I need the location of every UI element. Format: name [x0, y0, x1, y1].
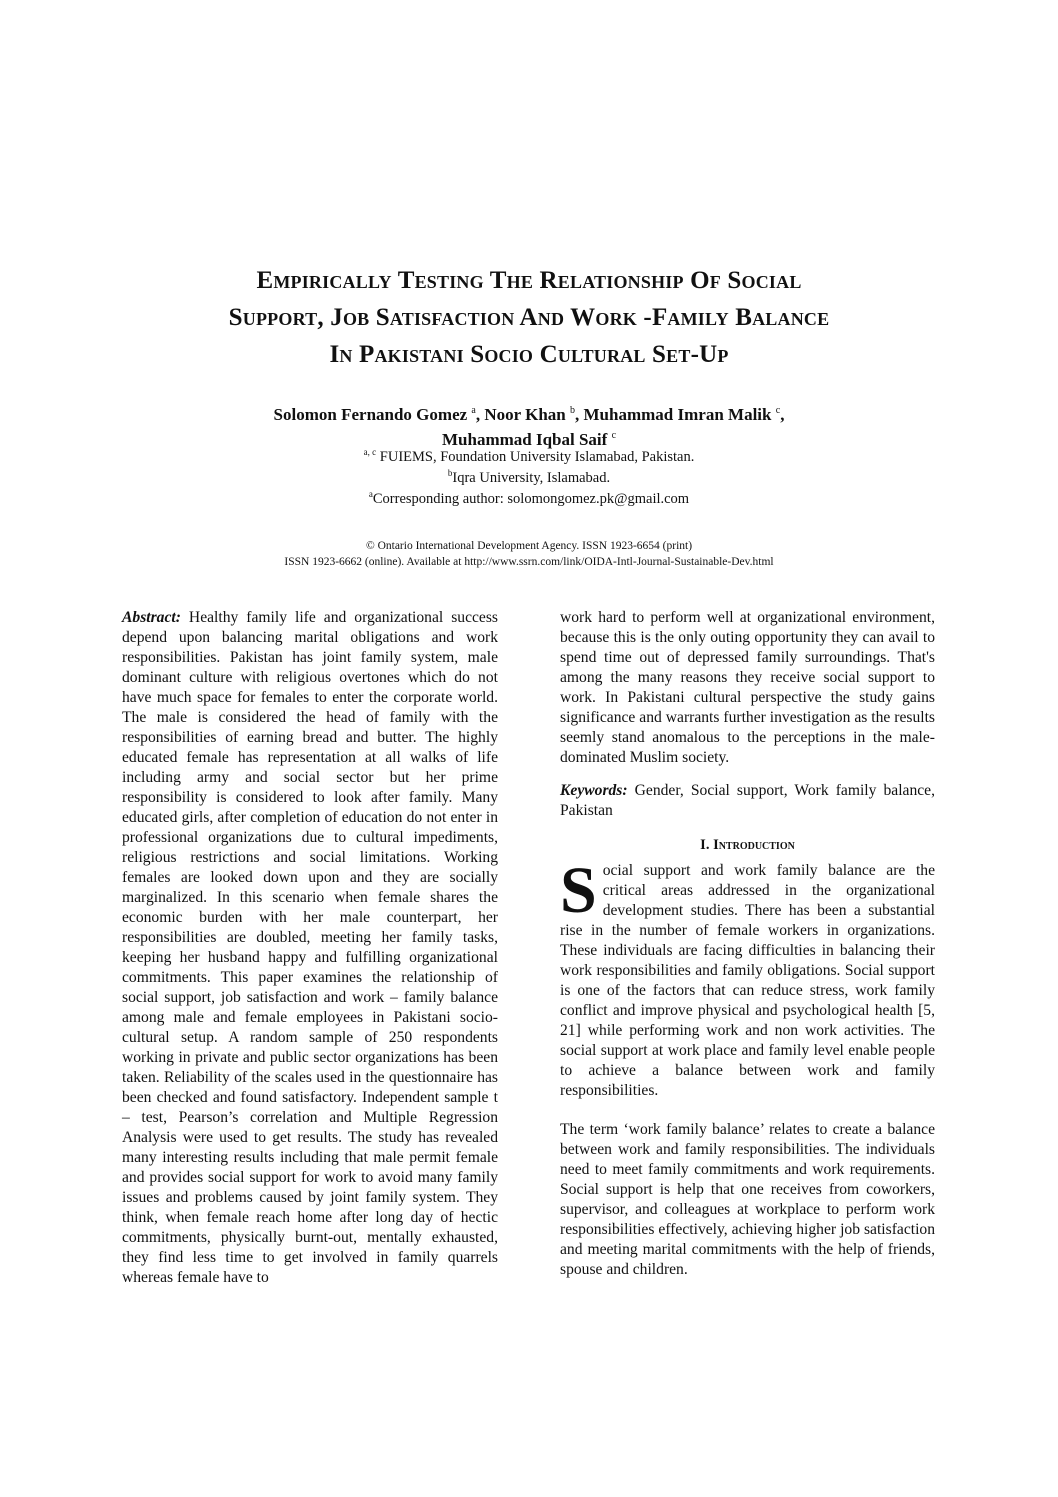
- affiliation-line: [0, 447, 1058, 468]
- title-line: Empirically Testing The Relationship Of Social: [256, 267, 802, 294]
- corresponding-author: [0, 489, 1058, 510]
- author-name: Solomon Fernando Gomez: [273, 405, 468, 424]
- affiliation-mark: b: [447, 468, 453, 478]
- abstract-continuation: work hard to perform well at organizational environment, because this is the only outing opportunity they can avail to spend time out of depressed family surroundings. That's among the many reasons they receive social support to work. In Pakistani cultural perspective the study gains significance and warrants further investigation as the results seemly stand anomalous to the perceptions in the male-dominated Muslim society.: [560, 609, 935, 766]
- title-line: Support, Job Satisfaction And Work -Family Balance: [228, 304, 830, 331]
- left-column: [122, 608, 498, 1288]
- section-heading-introduction: I. Introduction: [700, 837, 795, 853]
- author-name: Muhammad Iqbal Saif: [441, 430, 608, 449]
- author-affiliation-mark: a: [471, 405, 476, 416]
- copyright-notice: [0, 538, 1058, 570]
- author-affiliation-mark: b: [570, 405, 576, 416]
- affiliation-text: FUIEMS, Foundation University Islamabad, Pakistan.: [379, 449, 695, 465]
- affiliations: [0, 447, 1058, 510]
- author-name: Muhammad Imran Malik: [583, 405, 772, 424]
- affiliation-text: Iqra University, Islamabad.: [452, 470, 611, 486]
- title-line: In Pakistani Socio Cultural Set-Up: [329, 341, 729, 368]
- keywords: [560, 781, 935, 821]
- author-affiliation-mark: c: [775, 405, 781, 416]
- abstract-label: Abstract:: [122, 609, 181, 626]
- drop-cap: S: [560, 854, 597, 927]
- abstract-text: Healthy family life and organizational success depend upon balancing marital obligations and work responsibilities. Pakistan has joint family system, male dominant culture with religious overtones which do not have much space for females to enter the corporate world. The male is considered the head of family with the responsibilities of earning bread and butter. The highly educated female has representation at all walks of life including army and social sector but her prime responsibility is considered to look after family. Many educated girls, after completion of education do not enter in professional organizations due to cultural impediments, religious restrictions and social limitations. Working females are looked down upon and they are socially marginalized. In this scenario when female shares the economic burden with her male counterpart, her responsibilities are doubled, meeting her family tasks, keeping her husband happy and fulfilling organizational commitments. This paper examines the relationship of social support, job satisfaction and work – family balance among male and female employees in Pakistani socio-cultural setup. A random sample of 250 respondents working in private and public sector organizations has been taken. Reliability of the scales used in the questionnaire has been checked and found satisfactory. Independent sample t – test, Pearson’s correlation and Multiple Regression Analysis were used to get results. The study has revealed many interesting results including that male permit female and provides social support for work to avoid many family issues and problems caused by joint family system. They think, when female reach home after long day of hectic commitments, physically burnt-out, mentally exhausted, they find less time to get involved in family quarrels whereas female have to: [122, 609, 498, 1286]
- author-separator: ,: [575, 405, 584, 424]
- author-separator: ,: [780, 405, 785, 424]
- paper-title: [0, 262, 1058, 373]
- abstract: [122, 608, 498, 1288]
- affiliation-mark: a: [368, 489, 373, 499]
- affiliation-mark: a, c: [363, 447, 377, 457]
- author-separator: ,: [475, 405, 485, 424]
- author-list: [0, 402, 1058, 452]
- copyright-line: ISSN 1923-6662 (online). Available at http://www.ssrn.com/link/OIDA-Intl-Journal-Sustainable-Dev.html: [284, 556, 774, 568]
- introduction-paragraph-1-text: ocial support and work family balance are the critical areas addressed in the organizational development studies. There has been a substantial rise in the number of female workers in organizations. These individuals are facing difficulties in balancing their work responsibilities and family obligations. Social support is one of the factors that can reduce stress, work family conflict and improve physical and psychological health [5, 21] while performing work and non work activities. The social support at work place and family level enable people to achieve a balance between work and family responsibilities.: [560, 862, 935, 1099]
- keywords-label: Keywords:: [560, 782, 628, 799]
- introduction-paragraph-1: [560, 854, 935, 1101]
- introduction-paragraph-2: The term ‘work family balance’ relates to create a balance between work and family responsibilities. The individuals need to meet family commitments and work requirements. Social support is help that one receives from coworkers, supervisor, and colleagues at workplace to perform work responsibilities effectively, achieving higher job satisfaction and meeting marital commitments with the help of friends, spouse and children.: [560, 1121, 935, 1278]
- affiliation-line: [0, 468, 1058, 489]
- author-affiliation-mark: c: [611, 430, 617, 441]
- copyright-line: © Ontario International Development Agency. ISSN 1923-6654 (print): [365, 540, 693, 552]
- right-column: [560, 608, 935, 1280]
- keywords-text: Gender, Social support, Work family balance, Pakistan: [560, 782, 935, 819]
- author-name: Noor Khan: [484, 405, 566, 424]
- corresponding-author-text: Corresponding author: solomongomez.pk@gmail.com: [372, 491, 690, 507]
